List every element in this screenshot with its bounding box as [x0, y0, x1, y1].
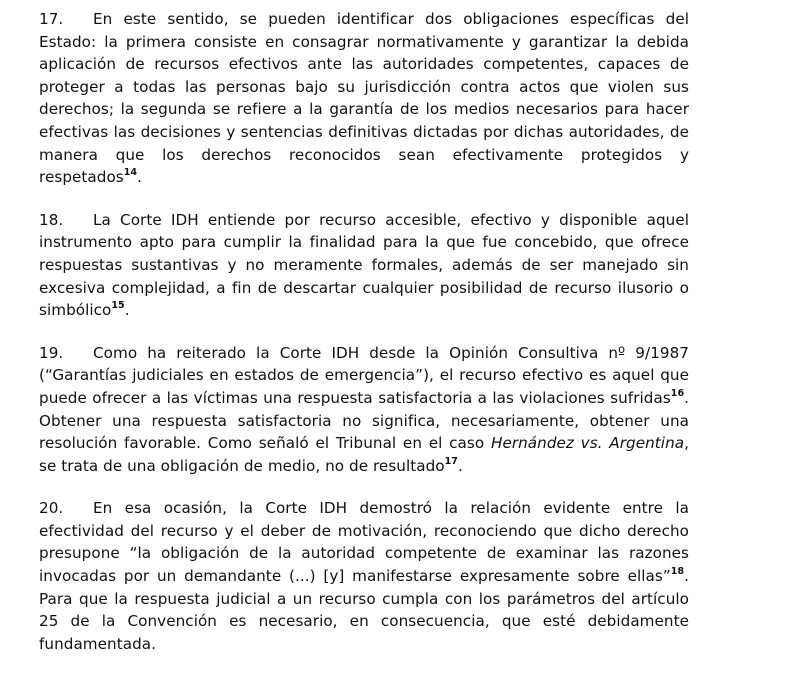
paragraph-text: Como ha reiterado la Corte IDH desde la Opinión Consultiva nº 9/1987 (“Garantías judiciales en estados de emergencia”), el recurso efectivo es aquel que puede ofrecer a las víctimas una respuesta satisfactoria a las violaciones sufridas: [39, 343, 689, 407]
paragraph-number: 17.: [39, 10, 64, 28]
paragraph-number: 19.: [39, 343, 64, 362]
paragraph-18: [39, 209, 689, 322]
footnote-ref[interactable]: 18: [670, 566, 685, 577]
paragraph-text: . Obtener una respuesta satisfactoria no significa, necesariamente, obtener una resolución favorable. Como señaló el Tribunal en el caso: [39, 388, 689, 453]
paragraph-text: , se trata de una obligación de medio, no de resultado: [39, 434, 689, 475]
paragraph-end: .: [137, 168, 142, 187]
document-body: [39, 8, 689, 676]
footnote-ref[interactable]: 14: [123, 167, 138, 179]
paragraph-20: [39, 497, 689, 655]
case-name: Hernández vs. Argentina: [490, 434, 685, 453]
paragraph-number: 20.: [39, 499, 64, 518]
footnote-ref[interactable]: 16: [670, 387, 685, 399]
paragraph-19: [39, 342, 689, 478]
paragraph-text: En este sentido, se pueden identificar dos obligaciones específicas del Estado: la primera consiste en consagrar normativamente y garantizar la debida aplicación de recursos efectivos ante las autoridades competentes, capaces de proteger a todas las personas bajo su jurisdicción contra actos que violen sus derechos; la segunda se refiere a la garantía de los medios necesarios para hacer efectivas las decisiones y sentencias definitivas dictadas por dichas autoridades, de manera que los derechos reconocidos sean efectivamente protegidos y respetados: [39, 10, 689, 187]
footnote-ref[interactable]: 17: [444, 455, 458, 467]
paragraph-number: 18.: [39, 210, 64, 229]
paragraph-end: .: [457, 456, 463, 475]
paragraph-text: En esa ocasión, la Corte IDH demostró la relación evidente entre la efectividad del recurso y el deber de motivación, reconociendo que dicho derecho presupone “la obligación de la autoridad competente de examinar las razones invocadas por un demandante (...) [y] manifestarse expresamente sobre ellas”: [39, 499, 689, 586]
paragraph-17: [39, 8, 689, 189]
footnote-ref[interactable]: 15: [111, 300, 125, 312]
paragraph-end: .: [124, 301, 130, 320]
paragraph-text: . Para que la respuesta judicial a un recurso cumpla con los parámetros del artículo 25 de la Convención es necesario, en consecuencia, que esté debidamente fundamentada.: [39, 567, 689, 653]
paragraph-text: La Corte IDH entiende por recurso accesible, efectivo y disponible aquel instrumento apto para cumplir la finalidad para la que fue concebido, que ofrece respuestas sustantivas y no meramente formales, además de ser manejado sin excesiva complejidad, a fin de descartar cualquier posibilidad de recurso ilusorio o simbólico: [39, 210, 689, 320]
